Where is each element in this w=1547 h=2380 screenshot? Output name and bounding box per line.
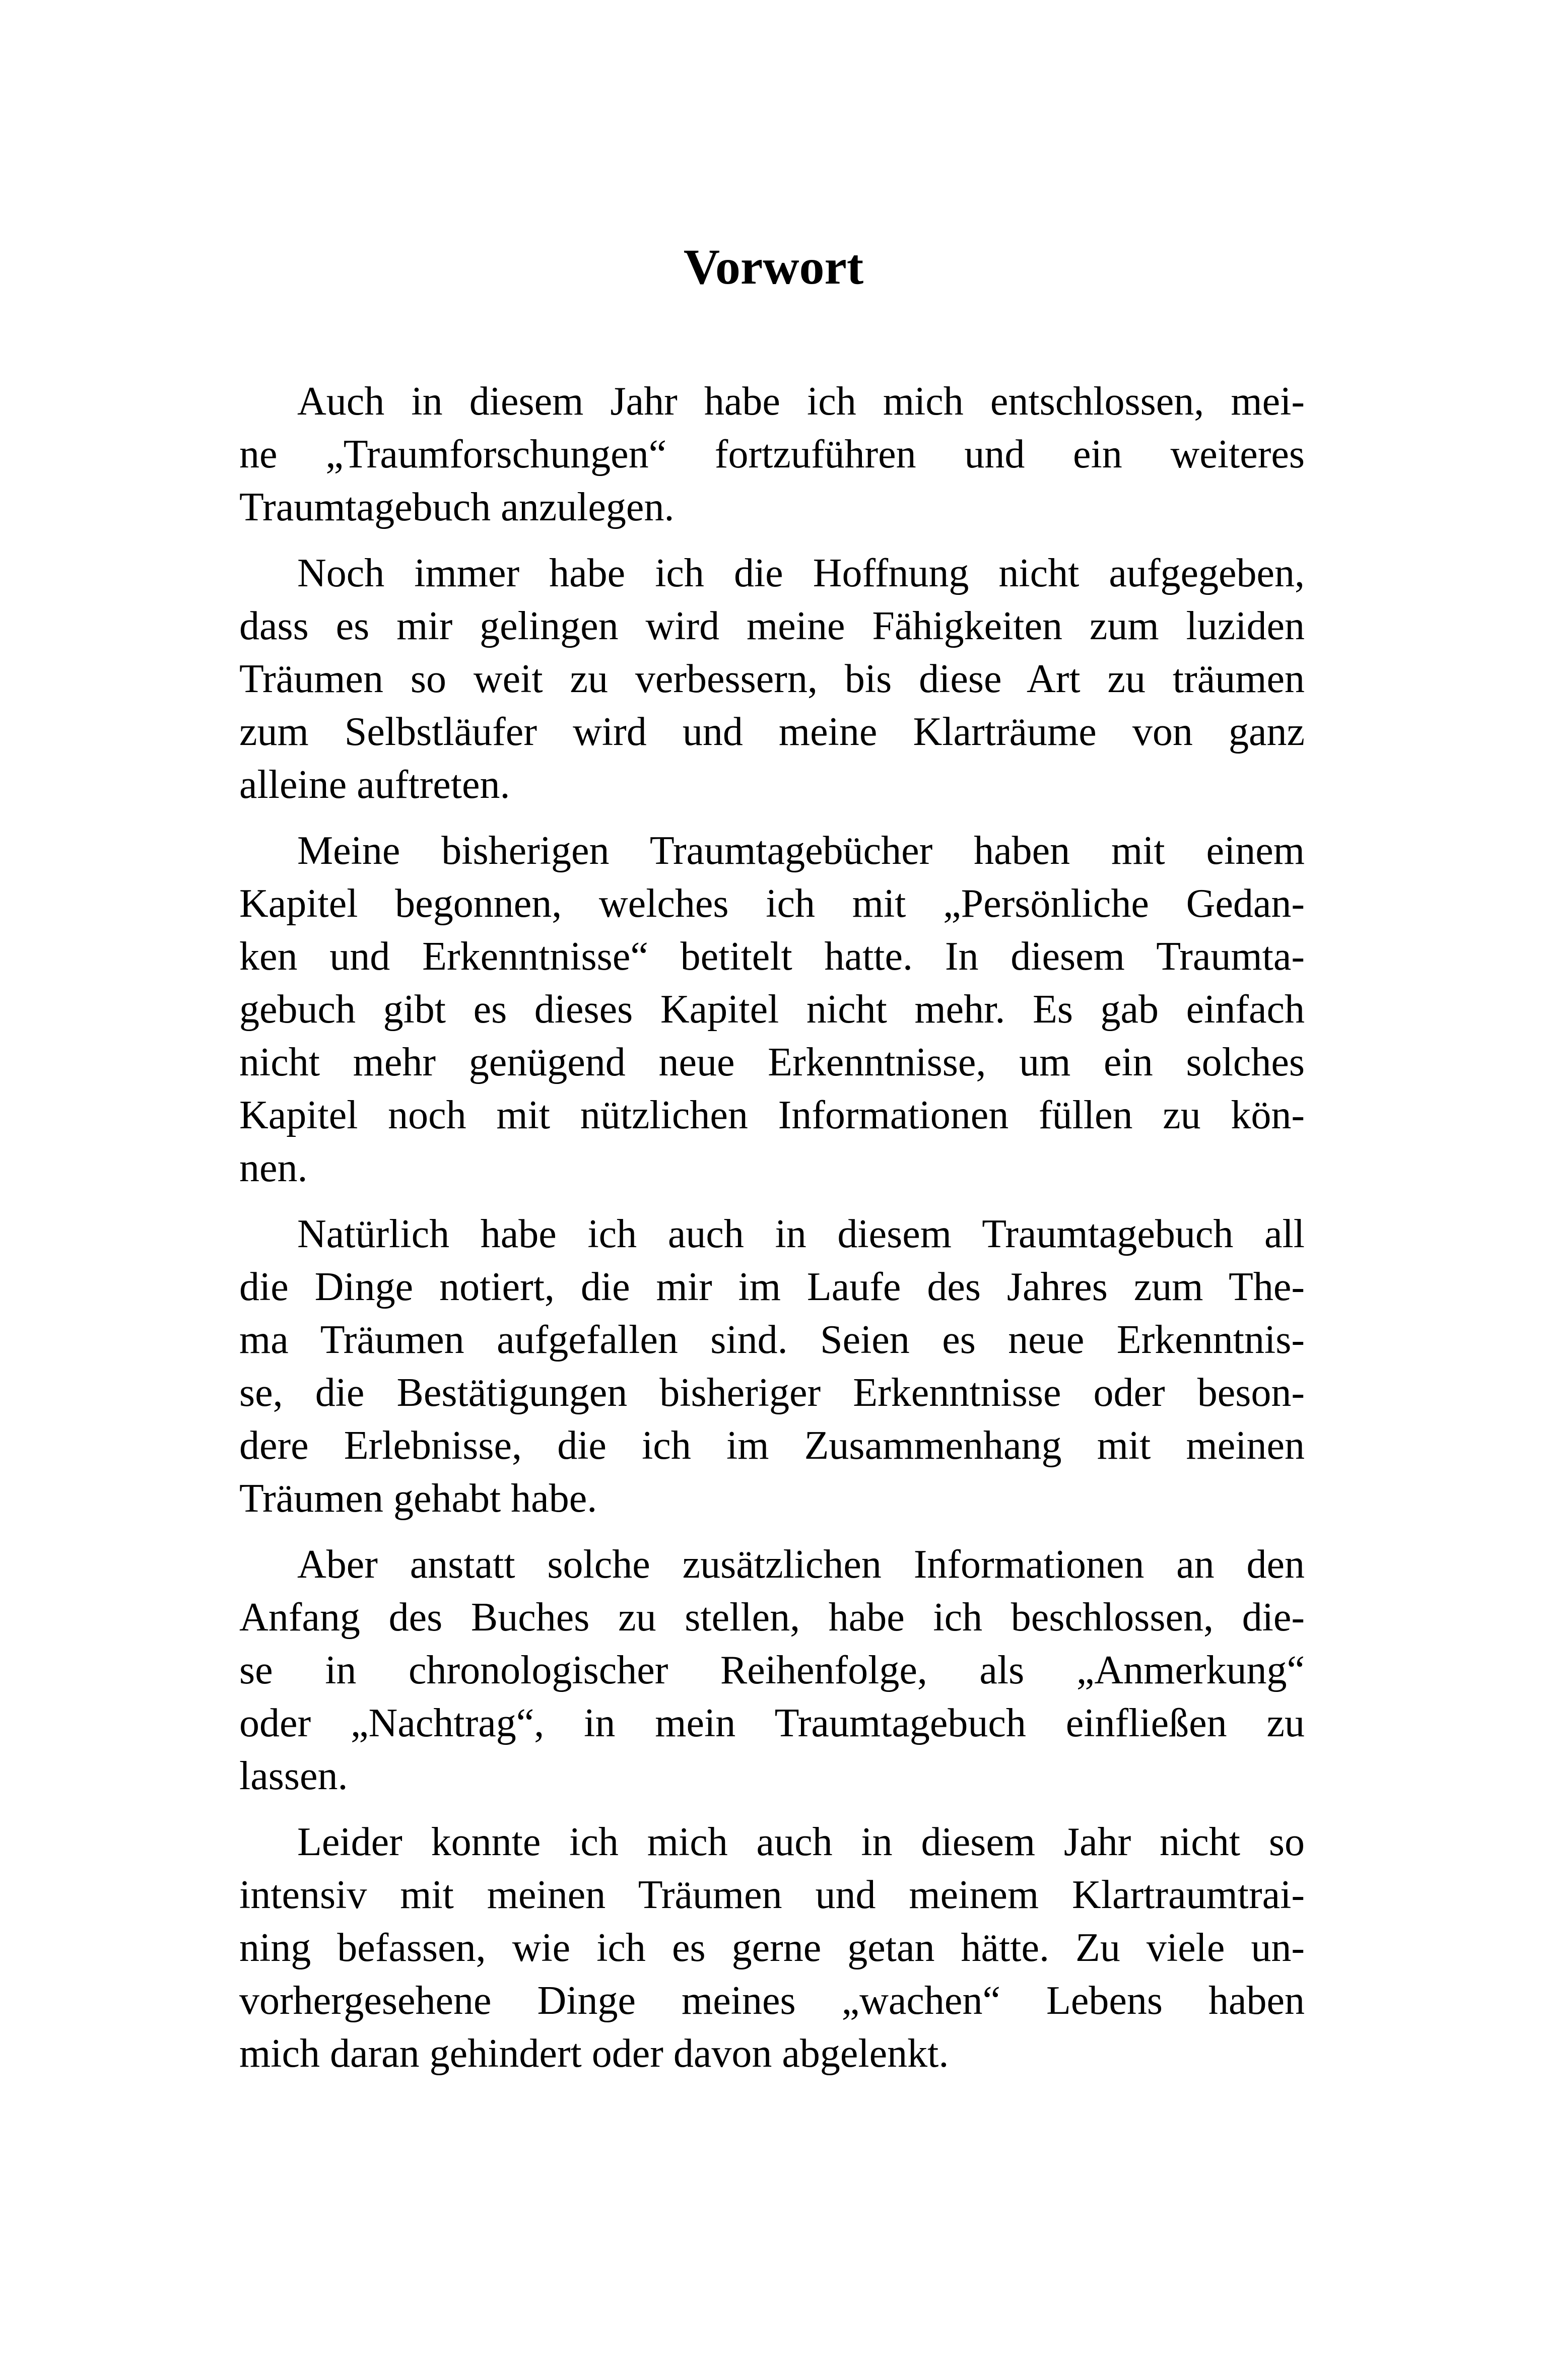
text-line: se, die Bestätigungen bisheriger Erkenntnisse oder beson- [239,1371,1305,1415]
text-line: dere Erlebnisse, die ich im Zusammenhang mit meinen [239,1423,1305,1468]
text-line: gebuch gibt es dieses Kapitel nicht mehr. Es gab einfach [239,987,1305,1032]
text-line: Träumen so weit zu verbessern, bis diese Art zu träumen [239,657,1305,701]
text-line: ne „Traumforschungen“ fortzuführen und ein weiteres [239,432,1305,477]
paragraph-5 [239,1538,1305,1803]
page-title: Vorwort [683,239,864,295]
body-text [239,375,1305,2093]
text-line: intensiv mit meinen Träumen und meinem Klartraumtrai- [239,1873,1305,1917]
text-line: zum Selbstläufer wird und meine Klarträume von ganz [239,710,1305,754]
paragraph-2 [239,547,1305,811]
text-line: nicht mehr genügend neue Erkenntnisse, um ein solches [239,1040,1305,1084]
text-line: die Dinge notiert, die mir im Laufe des Jahres zum The- [239,1265,1305,1309]
text-line: Traumtagebuch anzulegen. [239,485,675,529]
text-line: Aber anstatt solche zusätzlichen Informationen an den [297,1542,1305,1587]
paragraph-4 [239,1208,1305,1525]
text-line: Träumen gehabt habe. [239,1476,597,1521]
text-line: ken und Erkenntnisse“ betitelt hatte. In diesem Traumta- [239,934,1305,979]
text-line: Anfang des Buches zu stellen, habe ich beschlossen, die- [239,1595,1305,1640]
text-line: ma Träumen aufgefallen sind. Seien es neue Erkenntnis- [239,1318,1305,1362]
text-line: Leider konnte ich mich auch in diesem Jahr nicht so [297,1820,1305,1864]
text-line: Natürlich habe ich auch in diesem Traumtagebuch all [297,1212,1305,1256]
paragraph-6 [239,1816,1305,2080]
text-line: nen. [239,1146,308,1190]
paragraph-3 [239,825,1305,1195]
text-line: Meine bisherigen Traumtagebücher haben mit einem [297,829,1305,873]
text-line: Auch in diesem Jahr habe ich mich entschlossen, mei- [297,379,1305,424]
text-line: Noch immer habe ich die Hoffnung nicht aufgegeben, [297,551,1305,595]
text-line: se in chronologischer Reihenfolge, als „Anmerkung“ [239,1648,1305,1692]
text-line: vorhergesehene Dinge meines „wachen“ Lebens haben [239,1979,1305,2023]
text-line: lassen. [239,1754,348,1798]
text-line: mich daran gehindert oder davon abgelenkt. [239,2031,949,2076]
text-line: Kapitel begonnen, welches ich mit „Persönliche Gedan- [239,881,1305,926]
text-line: ning befassen, wie ich es gerne getan hätte. Zu viele un- [239,1926,1305,1970]
text-line: Kapitel noch mit nützlichen Informationen füllen zu kön- [239,1093,1305,1137]
text-line: oder „Nachtrag“, in mein Traumtagebuch einfließen zu [239,1701,1305,1745]
text-line: alleine auftreten. [239,763,510,807]
text-line: dass es mir gelingen wird meine Fähigkeiten zum luziden [239,604,1305,648]
paragraph-1 [239,375,1305,534]
